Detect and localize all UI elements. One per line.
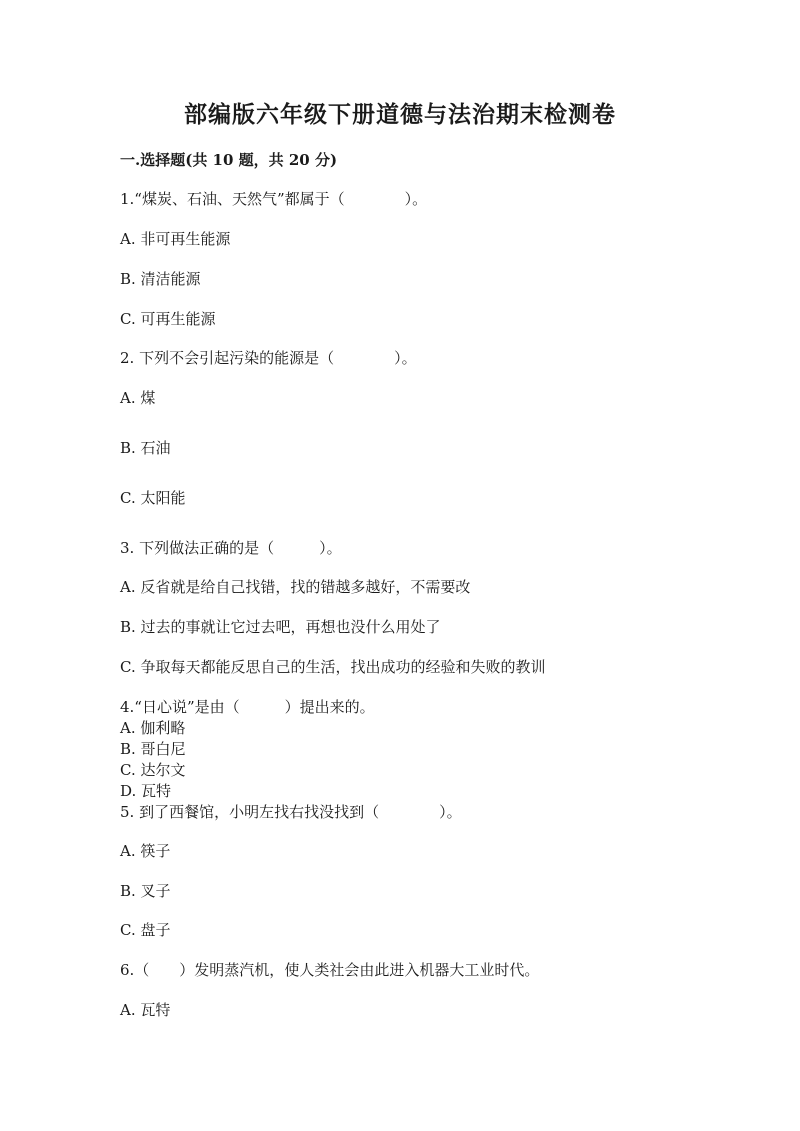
question-6-stem: 6.（ ）发明蒸汽机，使人类社会由此进入机器大工业时代。 (120, 961, 540, 979)
question-1-option-b: B. 清洁能源 (120, 270, 201, 288)
question-3-stem: 3. 下列做法正确的是（ ）。 (120, 539, 342, 557)
question-2-stem: 2. 下列不会引起污染的能源是（ ）。 (120, 349, 417, 367)
section-heading: 一.选择题(共 10 题，共 20 分) (120, 151, 338, 169)
question-1-option-c: C. 可再生能源 (120, 310, 216, 328)
question-2-option-a: A. 煤 (120, 389, 156, 407)
question-2-option-b: B. 石油 (120, 439, 171, 457)
question-4-option-d: D. 瓦特 (120, 782, 172, 800)
question-1-option-a: A. 非可再生能源 (120, 230, 231, 248)
question-3-option-c: C. 争取每天都能反思自己的生活，找出成功的经验和失败的教训 (120, 658, 546, 676)
exam-title: 部编版六年级下册道德与法治期末检测卷 (184, 101, 616, 128)
question-5-option-c: C. 盘子 (120, 921, 171, 939)
question-5-option-a: A. 筷子 (120, 842, 171, 860)
question-4-option-b: B. 哥白尼 (120, 740, 186, 758)
question-1-stem: 1.“煤炭、石油、天然气”都属于（ ）。 (120, 190, 428, 208)
question-3-option-b: B. 过去的事就让它过去吧，再想也没什么用处了 (120, 618, 441, 636)
question-2-option-c: C. 太阳能 (120, 489, 186, 507)
question-6-option-a: A. 瓦特 (120, 1001, 171, 1019)
question-5-option-b: B. 叉子 (120, 882, 171, 900)
question-4-stem: 4.“日心说”是由（ ）提出来的。 (120, 698, 375, 716)
question-4-option-a: A. 伽利略 (120, 719, 186, 737)
question-5-stem: 5. 到了西餐馆，小明左找右找没找到（ ）。 (120, 803, 462, 821)
question-4-option-c: C. 达尔文 (120, 761, 186, 779)
question-3-option-a: A. 反省就是给自己找错，找的错越多越好，不需要改 (120, 578, 471, 596)
